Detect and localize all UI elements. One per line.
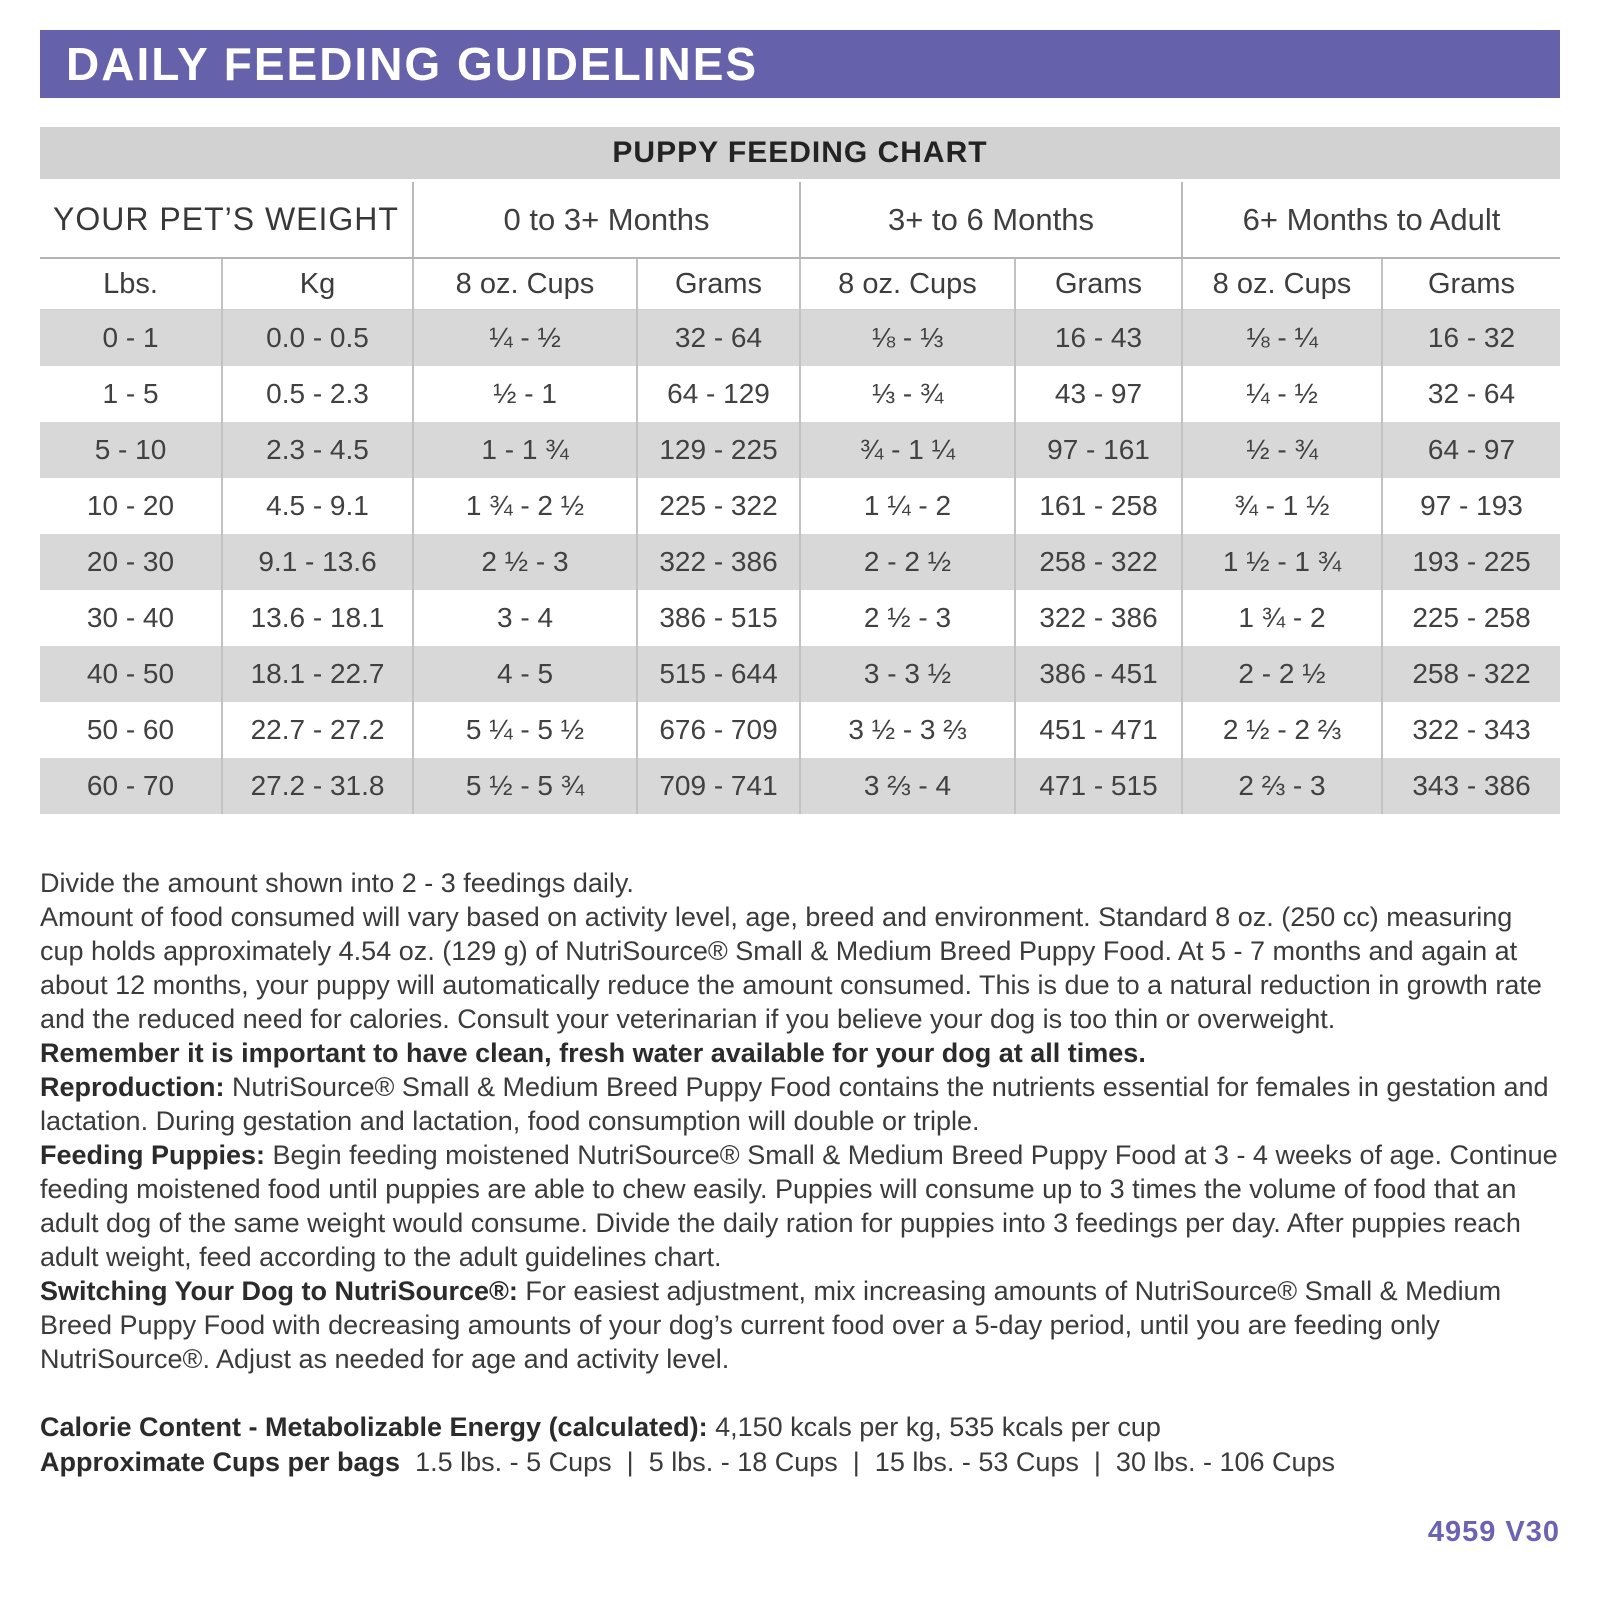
table-cell: 40 - 50 <box>40 646 222 702</box>
table-cell: 2 ½ - 2 ⅔ <box>1182 702 1382 758</box>
cups-per-bag-line <box>40 1445 1562 1480</box>
table-cell: 0.5 - 2.3 <box>222 366 413 422</box>
age-group-header-0-3: 0 to 3+ Months <box>413 182 800 258</box>
table-cell: ¾ - 1 ½ <box>1182 478 1382 534</box>
table-row <box>40 366 1560 422</box>
note-paragraph <box>40 1070 1562 1138</box>
table-cell: 322 - 343 <box>1412 714 1531 745</box>
table-row <box>40 590 1560 646</box>
table-row <box>40 702 1560 758</box>
note-bold-lead: Feeding Puppies: <box>40 1140 266 1170</box>
table-cell: 3 - 4 <box>413 590 637 646</box>
table-cell: 515 - 644 <box>637 646 800 702</box>
table-cell: 43 - 97 <box>1015 366 1182 422</box>
table-cell: 386 - 515 <box>637 590 800 646</box>
table-cell: ¼ - ½ <box>413 310 637 367</box>
note-paragraph <box>40 1138 1562 1274</box>
column-header-grams-3: Grams <box>1382 258 1560 310</box>
table-cell: 9.1 - 13.6 <box>222 534 413 590</box>
table-row <box>40 310 1560 367</box>
table-cell: 225 - 258 <box>1412 602 1531 633</box>
table-cell: 4.5 - 9.1 <box>222 478 413 534</box>
table-cell: 5 - 10 <box>40 422 222 478</box>
table-cell: 386 - 451 <box>1015 646 1182 702</box>
table-cell: ¾ - 1 ¼ <box>800 422 1015 478</box>
table-cell: 32 - 64 <box>1427 378 1516 409</box>
table-cell: 1 - 1 ¾ <box>413 422 637 478</box>
column-header-grams-2: Grams <box>1015 258 1182 310</box>
table-cell: 258 - 322 <box>1015 534 1182 590</box>
table-cell: 2 ½ - 3 <box>413 534 637 590</box>
table-cell: 0 - 1 <box>40 310 222 367</box>
note-bold-lead: Reproduction: <box>40 1072 225 1102</box>
table-row <box>40 478 1560 534</box>
table-cell: 343 - 386 <box>1412 770 1531 801</box>
note-paragraph <box>40 1036 1562 1070</box>
table-cell: 193 - 225 <box>1412 546 1531 577</box>
note-paragraph <box>40 1274 1562 1376</box>
footer <box>40 1410 1562 1480</box>
table-cell: 1 ¾ - 2 ½ <box>413 478 637 534</box>
calorie-content-line <box>40 1410 1562 1445</box>
table-cell: 3 ½ - 3 ⅔ <box>800 702 1015 758</box>
table-cell: 16 - 32 <box>1427 322 1516 353</box>
calorie-content-value: 4,150 kcals per kg, 535 kcals per cup <box>707 1412 1161 1442</box>
table-cell: 27.2 - 31.8 <box>222 758 413 814</box>
table-row <box>40 758 1560 814</box>
page-title-bar <box>40 30 1560 98</box>
calorie-content-label: Calorie Content - Metabolizable Energy (calculated): <box>40 1412 708 1442</box>
table-cell: 451 - 471 <box>1015 702 1182 758</box>
age-group-header-3-6: 3+ to 6 Months <box>800 182 1182 258</box>
table-cell: 10 - 20 <box>40 478 222 534</box>
feeding-table-body <box>40 310 1560 815</box>
column-header-lbs: Lbs. <box>40 258 222 310</box>
table-row <box>40 534 1560 590</box>
table-cell: 30 - 40 <box>40 590 222 646</box>
note-text: Amount of food consumed will vary based on activity level, age, breed and environment. Standard 8 oz. (250 cc) measuring cup holds approximately 4.54 oz. (129 g) of NutriSource® Small & Medium Breed Puppy Food. At 5 - 7 months and again at about 12 months, your puppy will automatically reduce the amount consumed. This is due to a natural reduction in growth rate and the reduced need for calories. Consult your veterinarian if you believe your dog is too thin or overweight. <box>40 902 1542 1034</box>
table-cell: 2 - 2 ½ <box>1182 646 1382 702</box>
table-cell: 3 - 3 ½ <box>800 646 1015 702</box>
table-cell: ⅛ - ⅓ <box>800 310 1015 367</box>
table-cell: 258 - 322 <box>1412 658 1531 689</box>
column-header-row <box>40 258 1560 310</box>
table-cell: 64 - 129 <box>637 366 800 422</box>
table-row <box>40 646 1560 702</box>
column-header-cups-2: 8 oz. Cups <box>800 258 1015 310</box>
table-row <box>40 422 1560 478</box>
table-cell: ⅛ - ¼ <box>1182 310 1382 367</box>
cups-per-bag-label: Approximate Cups per bags <box>40 1447 401 1477</box>
table-cell: 5 ¼ - 5 ½ <box>413 702 637 758</box>
age-group-header-6-adult: 6+ Months to Adult <box>1182 182 1560 258</box>
table-cell: 5 ½ - 5 ¾ <box>413 758 637 814</box>
table-cell: 322 - 386 <box>1015 590 1182 646</box>
table-cell: 32 - 64 <box>637 310 800 367</box>
table-cell: ½ - 1 <box>413 366 637 422</box>
note-paragraph <box>40 866 1562 900</box>
table-cell: 60 - 70 <box>40 758 222 814</box>
notes <box>40 866 1562 1376</box>
table-cell: 471 - 515 <box>1015 758 1182 814</box>
puppy-feeding-table <box>40 182 1560 814</box>
table-cell: 322 - 386 <box>637 534 800 590</box>
table-cell: 129 - 225 <box>637 422 800 478</box>
table-cell: 1 ½ - 1 ¾ <box>1182 534 1382 590</box>
cups-per-bag-values: 1.5 lbs. - 5 Cups | 5 lbs. - 18 Cups | 15 lbs. - 53 Cups | 30 lbs. - 106 Cups <box>400 1447 1336 1477</box>
table-cell: 709 - 741 <box>637 758 800 814</box>
table-cell: ½ - ¾ <box>1182 422 1382 478</box>
table-cell: 1 ¾ - 2 <box>1182 590 1382 646</box>
weight-group-header: YOUR PET’S WEIGHT <box>40 182 413 258</box>
note-text: NutriSource® Small & Medium Breed Puppy Food contains the nutrients essential for females in gestation and lactation. During gestation and lactation, food consumption will double or triple. <box>40 1072 1549 1136</box>
note-bold-lead: Remember it is important to have clean, fresh water available for your dog at all times. <box>40 1038 1146 1068</box>
table-cell: 161 - 258 <box>1015 478 1182 534</box>
table-cell: 2.3 - 4.5 <box>222 422 413 478</box>
table-cell: 13.6 - 18.1 <box>222 590 413 646</box>
table-cell: 18.1 - 22.7 <box>222 646 413 702</box>
doc-code: 4959 V30 <box>1427 1516 1560 1548</box>
table-cell: 0.0 - 0.5 <box>222 310 413 367</box>
table-cell: 1 - 5 <box>40 366 222 422</box>
column-header-grams-1: Grams <box>637 258 800 310</box>
page-title: DAILY FEEDING GUIDELINES <box>66 38 759 90</box>
table-cell: 2 - 2 ½ <box>800 534 1015 590</box>
table-cell: 3 ⅔ - 4 <box>800 758 1015 814</box>
column-header-cups-3: 8 oz. Cups <box>1182 258 1382 310</box>
column-header-cups-1: 8 oz. Cups <box>413 258 637 310</box>
table-cell: 1 ¼ - 2 <box>800 478 1015 534</box>
table-cell: 2 ½ - 3 <box>800 590 1015 646</box>
table-cell: 16 - 43 <box>1015 310 1182 367</box>
chart-title-bar <box>40 127 1560 179</box>
note-paragraph <box>40 900 1562 1036</box>
table-cell: 676 - 709 <box>637 702 800 758</box>
column-header-kg: Kg <box>222 258 413 310</box>
table-cell: 225 - 322 <box>637 478 800 534</box>
note-bold-lead: Switching Your Dog to NutriSource®: <box>40 1276 518 1306</box>
table-cell: 50 - 60 <box>40 702 222 758</box>
table-cell: 97 - 161 <box>1015 422 1182 478</box>
table-cell: 2 ⅔ - 3 <box>1182 758 1382 814</box>
table-cell: ⅓ - ¾ <box>800 366 1015 422</box>
table-cell: ¼ - ½ <box>1182 366 1382 422</box>
note-text: Divide the amount shown into 2 - 3 feedings daily. <box>40 868 634 898</box>
note-text: Begin feeding moistened NutriSource® Small & Medium Breed Puppy Food at 3 - 4 weeks of age. Continue feeding moistened food until puppies are able to chew easily. Puppies will consume up to 3 times the volume of food that an adult dog of the same weight would consume. Divide the daily ration for puppies into 3 feedings per day. After puppies reach adult weight, feed according to the adult guidelines chart. <box>40 1140 1558 1272</box>
table-cell: 20 - 30 <box>40 534 222 590</box>
table-cell: 4 - 5 <box>413 646 637 702</box>
table-cell: 97 - 193 <box>1420 490 1523 521</box>
note-text: For easiest adjustment, mix increasing amounts of NutriSource® Small & Medium Breed Puppy Food with decreasing amounts of your dog’s current food over a 5-day period, until you are feeding only NutriSource®. Adjust as needed for age and activity level. <box>40 1276 1502 1374</box>
group-header-row <box>40 182 1560 258</box>
table-cell: 64 - 97 <box>1427 434 1516 465</box>
table-cell: 22.7 - 27.2 <box>222 702 413 758</box>
chart-title: PUPPY FEEDING CHART <box>612 136 988 169</box>
